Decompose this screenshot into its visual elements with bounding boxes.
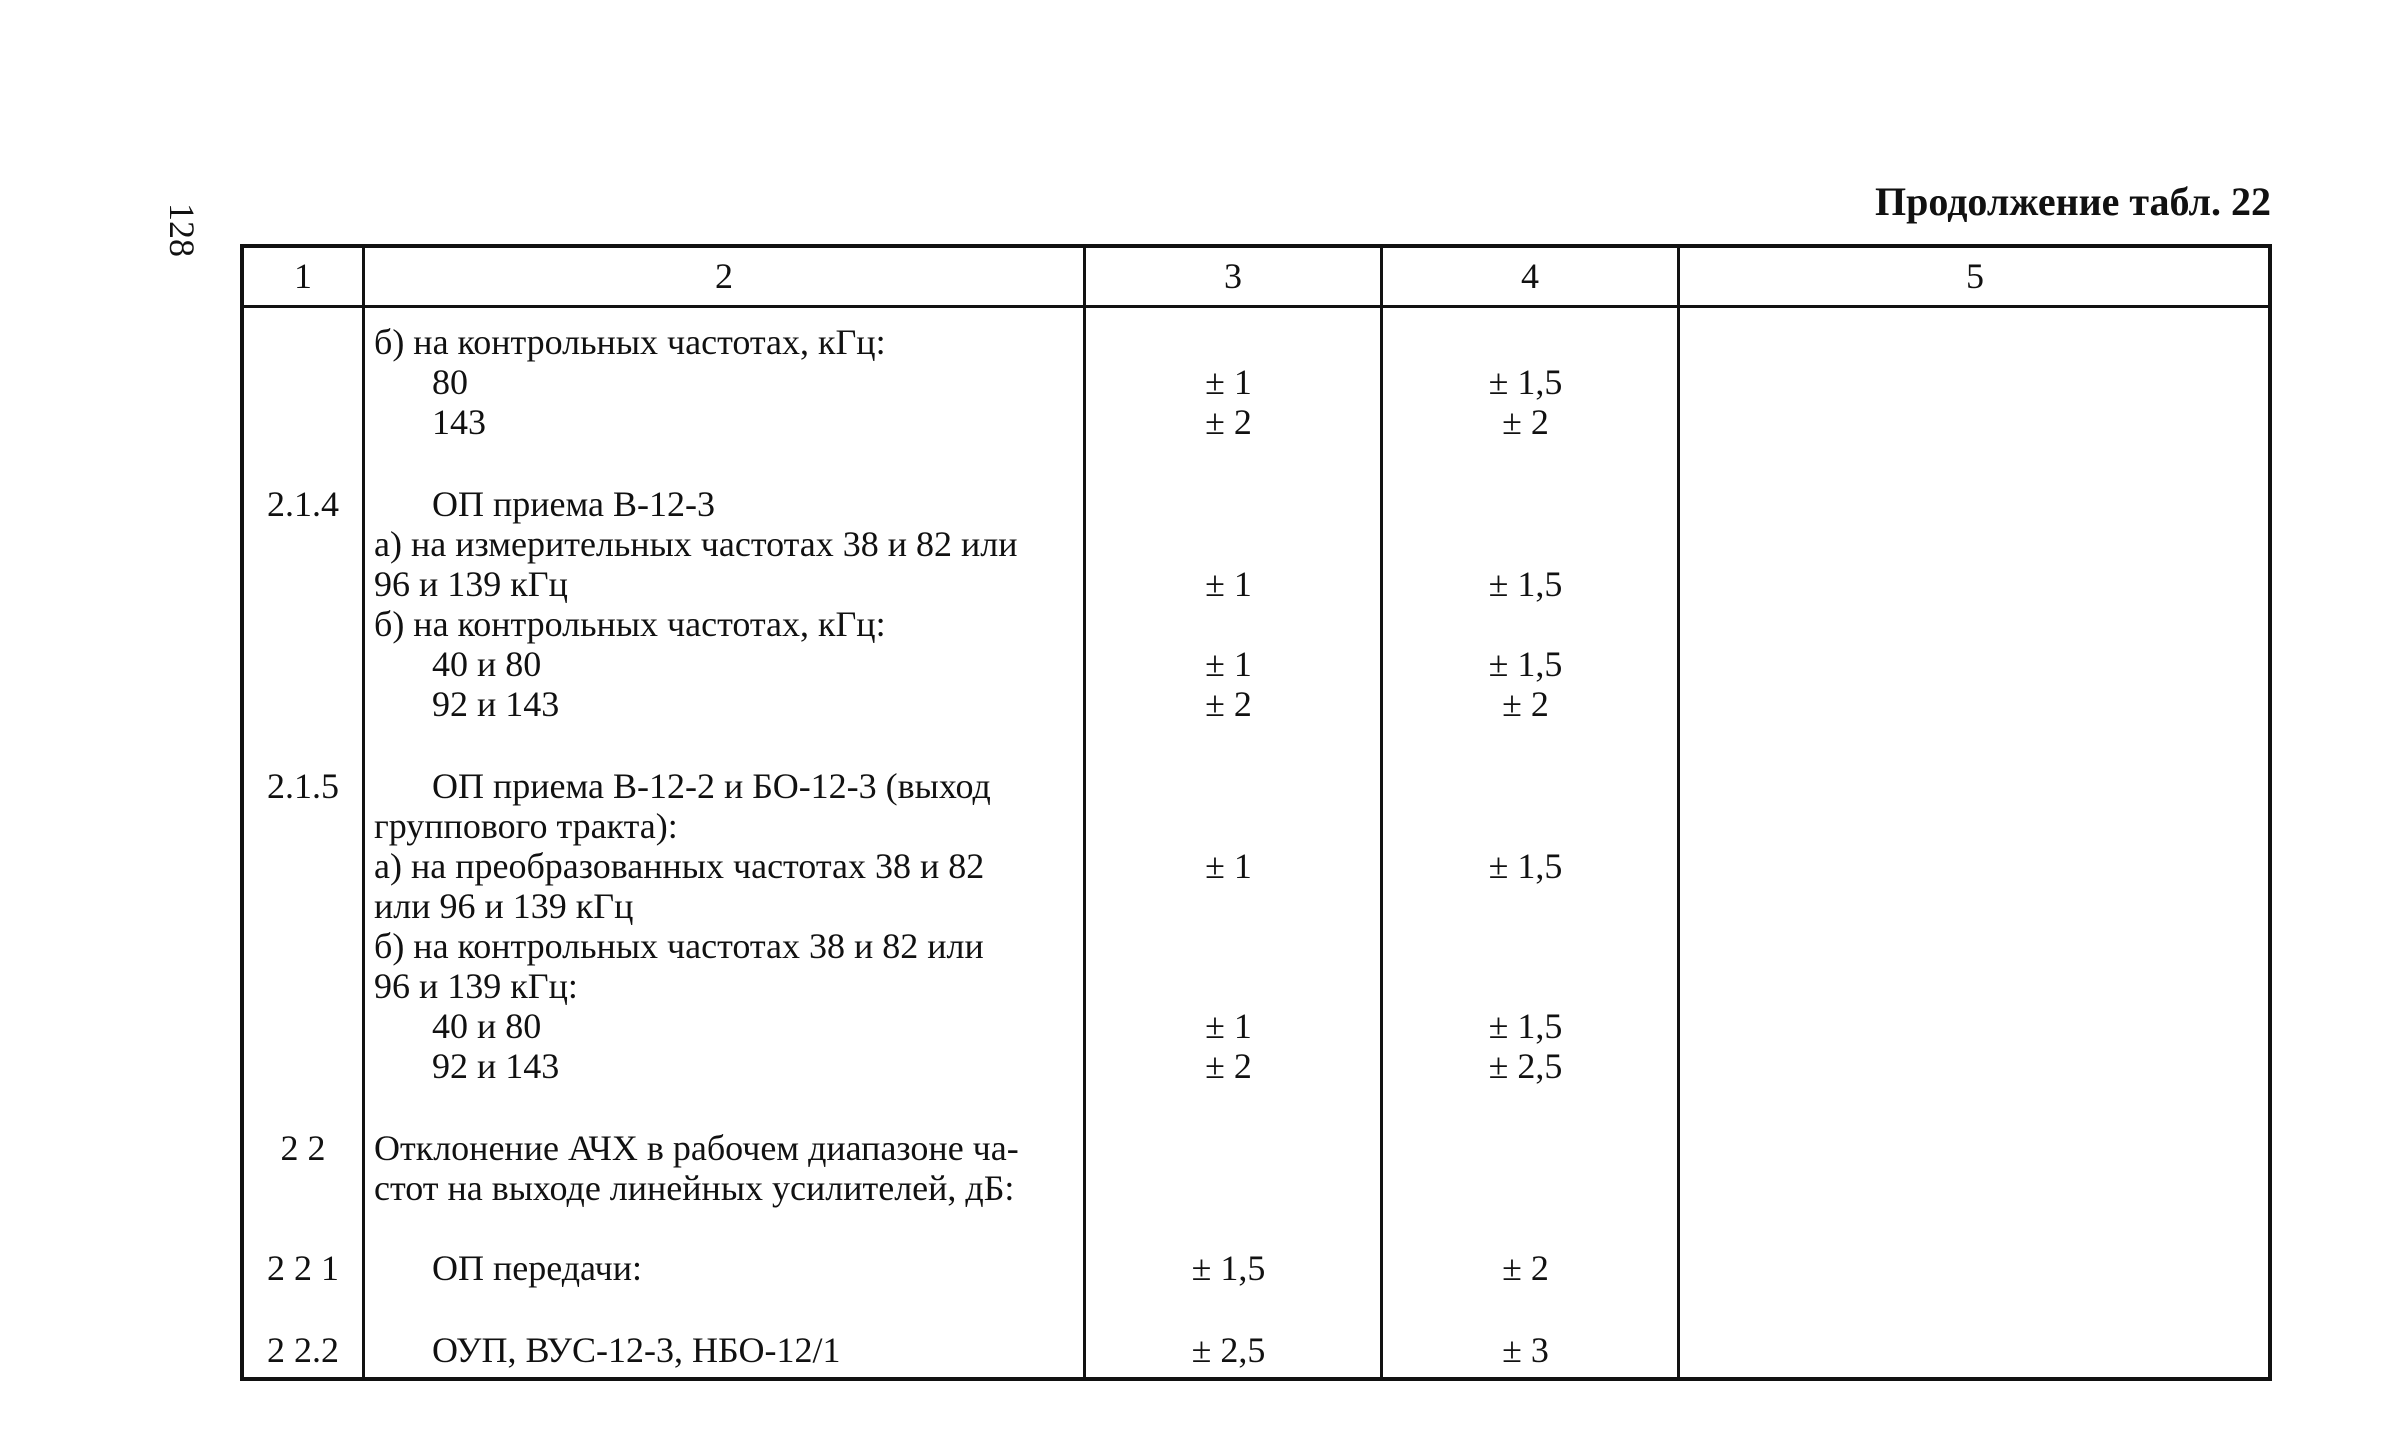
row-description: а) на измерительных частотах 38 и 82 или [374,524,1018,564]
row-description: или 96 и 139 кГц [374,886,634,926]
row-number: 2.1.4 [267,484,339,524]
row-description: ОП передачи: [432,1248,642,1288]
row-description: 143 [432,402,486,442]
tolerance-col-4: ± 2 [1502,684,1549,724]
tolerance-col-4: ± 2 [1502,402,1549,442]
header-col-5: 5 [1966,256,1984,296]
row-description: б) на контрольных частотах, кГц: [374,604,886,644]
tolerance-col-3: ± 1 [1205,362,1252,402]
header-col-1: 1 [294,256,312,296]
row-description: 80 [432,362,468,402]
tolerance-col-4: ± 1,5 [1488,846,1563,886]
row-description: 96 и 139 кГц: [374,966,578,1006]
header-divider [244,305,2268,308]
row-description: стот на выходе линейных усилителей, дБ: [374,1168,1015,1208]
tolerance-col-3: ± 1 [1205,846,1252,886]
header-col-2: 2 [715,256,733,296]
tolerance-col-3: ± 1,5 [1191,1248,1266,1288]
row-description: б) на контрольных частотах, кГц: [374,322,886,362]
row-description: ОП приема В-12-2 и БО-12-3 (выход [432,766,991,806]
tolerance-col-3: ± 1 [1205,644,1252,684]
tolerance-col-3: ± 2 [1205,684,1252,724]
row-number: 2 2 1 [267,1248,339,1288]
row-description: 96 и 139 кГц [374,564,568,604]
column-divider [1677,248,1680,1377]
tolerance-col-4: ± 1,5 [1488,644,1563,684]
tolerance-col-4: ± 1,5 [1488,1006,1563,1046]
tolerance-col-4: ± 2,5 [1488,1046,1563,1086]
tolerance-col-4: ± 1,5 [1488,564,1563,604]
row-description: а) на преобразованных частотах 38 и 82 [374,846,985,886]
row-description: ОУП, ВУС-12-3, НБО-12/1 [432,1330,841,1370]
tolerance-col-4: ± 1,5 [1488,362,1563,402]
continuation-table [240,244,2272,1381]
row-description: Отклонение АЧХ в рабочем диапазоне ча- [374,1128,1019,1168]
tolerance-col-3: ± 2 [1205,402,1252,442]
column-divider [362,248,365,1377]
table-caption: Продолжение табл. 22 [1874,179,2271,224]
row-number: 2 2.2 [267,1330,339,1370]
header-col-3: 3 [1224,256,1242,296]
row-description: 92 и 143 [432,684,560,724]
page-number: 128 [162,203,202,257]
row-description: 40 и 80 [432,1006,542,1046]
tolerance-col-3: ± 1 [1205,1006,1252,1046]
row-description: группового тракта): [374,806,678,846]
tolerance-col-3: ± 2 [1205,1046,1252,1086]
row-number: 2 2 [280,1128,326,1168]
row-description: ОП приема В-12-3 [432,484,716,524]
row-number: 2.1.5 [267,766,339,806]
row-description: 92 и 143 [432,1046,560,1086]
row-description: б) на контрольных частотах 38 и 82 или [374,926,984,966]
tolerance-col-4: ± 2 [1502,1248,1549,1288]
row-description: 40 и 80 [432,644,542,684]
tolerance-col-3: ± 2,5 [1191,1330,1266,1370]
header-col-4: 4 [1521,256,1539,296]
tolerance-col-4: ± 3 [1502,1330,1549,1370]
tolerance-col-3: ± 1 [1205,564,1252,604]
